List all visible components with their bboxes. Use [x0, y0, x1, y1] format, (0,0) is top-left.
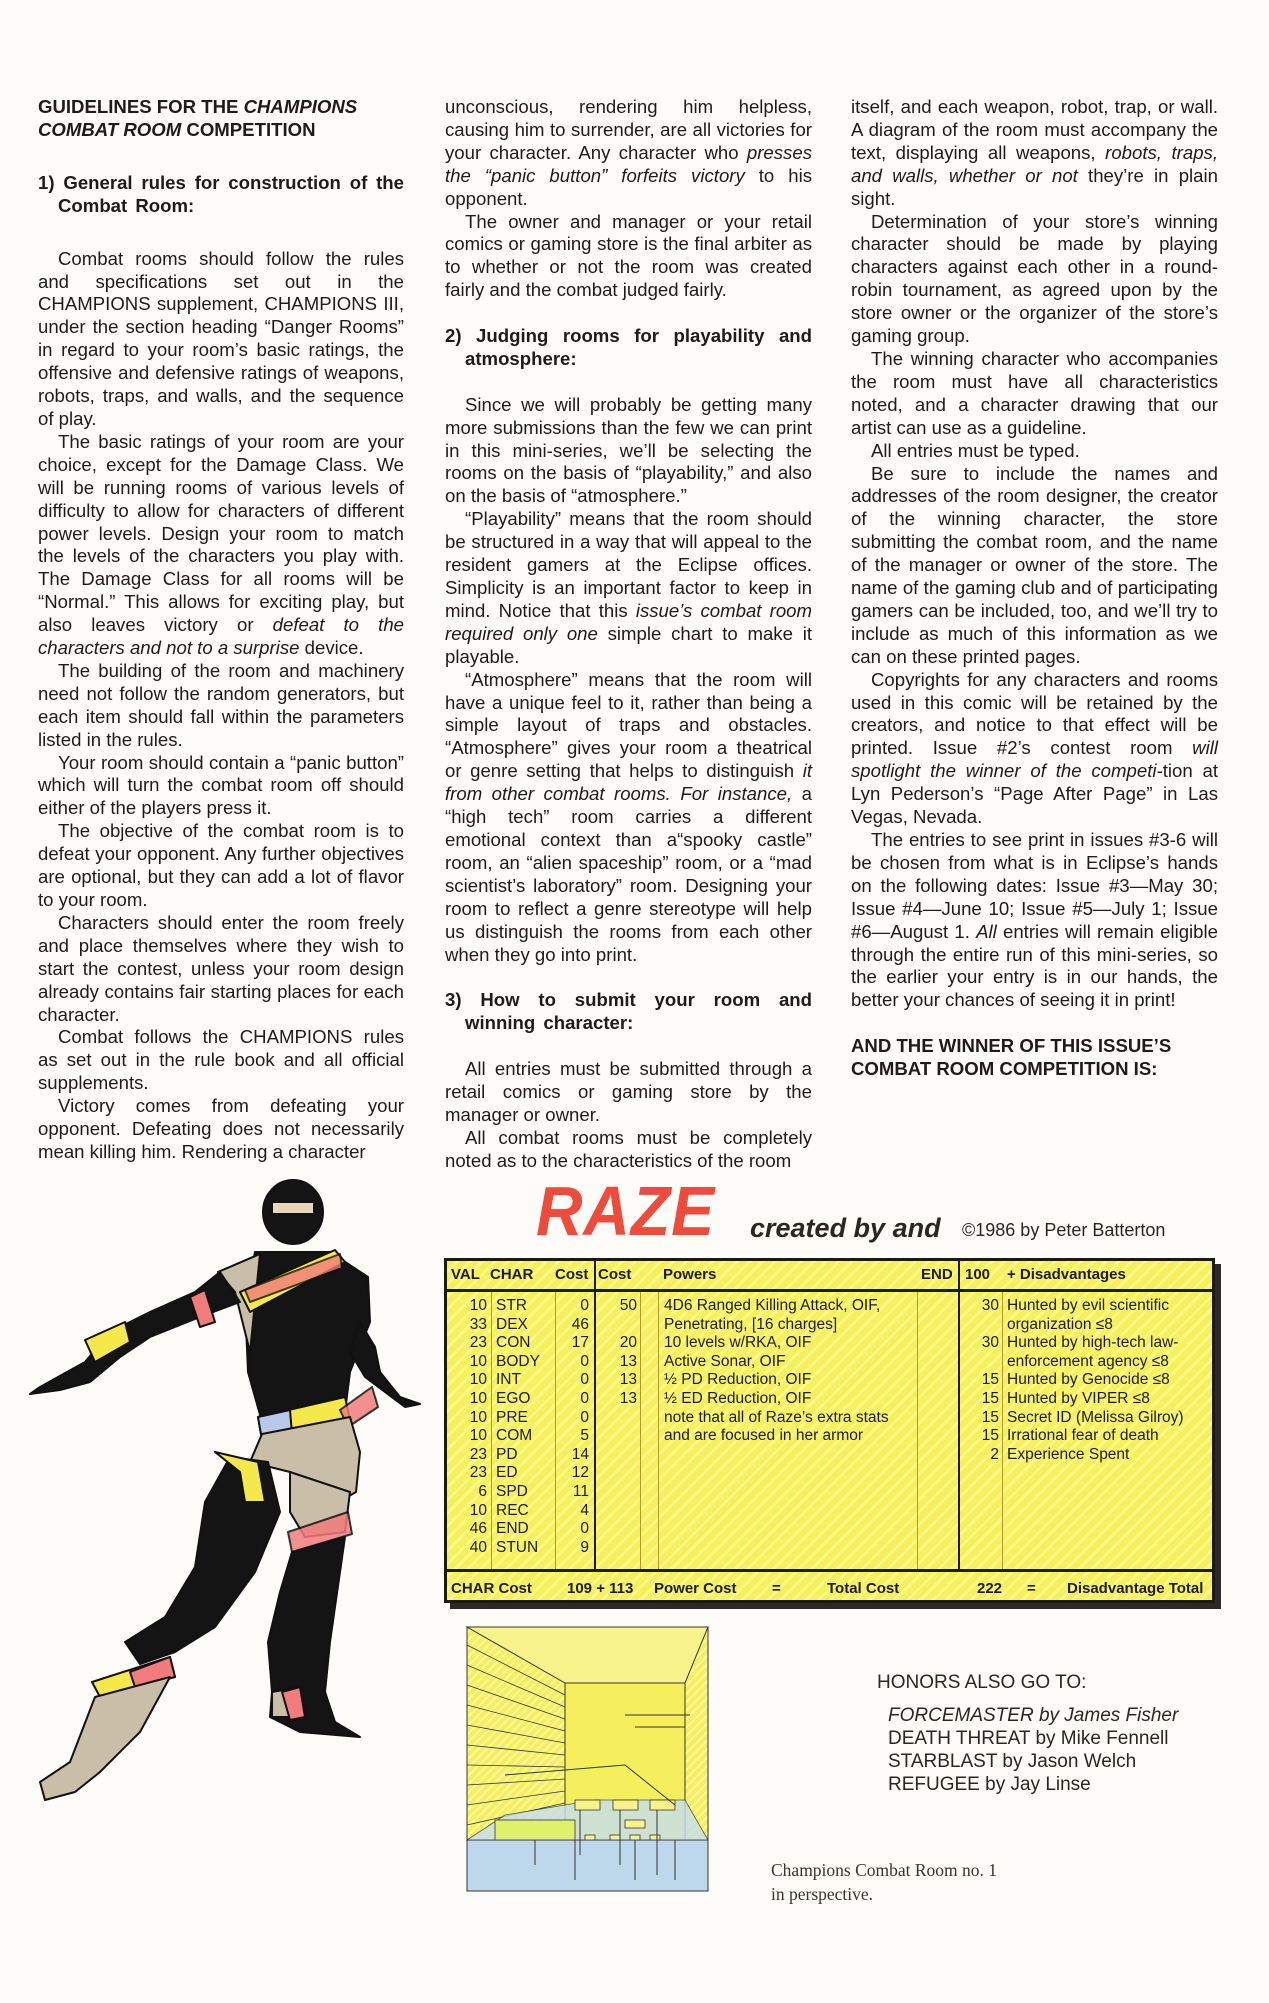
- disadvantage-points: [959, 1353, 999, 1372]
- honors-entry: STARBLAST by Jason Welch: [888, 1751, 1137, 1772]
- combat-room-diagram: [465, 1625, 710, 1893]
- paragraph: Determination of your store’s winning character should be made by playing characters against each other in a round-robin tournament, as agreed upon by the store owner or the organizer of the store’s gaming group.: [851, 210, 1218, 347]
- characteristic-name: COM: [496, 1427, 533, 1445]
- power-description: ½ PD Reduction, OIF: [664, 1371, 812, 1389]
- paragraph: unconscious, rendering him helpless, causing him to surrender, are all victories for your character. Any character who presses the “panic button” forfeits victory to his opponent.: [445, 96, 812, 209]
- paragraph: Be sure to include the names and addresses of the room designer, the creator of the winning character, the store submitting the combat room, and the name of the manager or owner of the store. The name of the gaming club and of participating gamers can be included, too, and we’ll try to include as much of this information as we can on these printed pages.: [851, 462, 1218, 667]
- disadvantage-description: Experience Spent: [1007, 1445, 1130, 1463]
- divider: [447, 1289, 1212, 1292]
- characteristic-cost: 0: [580, 1371, 589, 1389]
- characteristic-cost: 9: [580, 1538, 589, 1556]
- characteristic-name: SPD: [496, 1482, 528, 1500]
- characteristic-name: PD: [496, 1445, 518, 1463]
- paragraph: Since we will probably be getting many more submissions than the few we can print in this mini-series, we’ll be selecting the rooms on the basis of “playability,” and also on the basis of “atmosphere.”: [445, 393, 812, 507]
- characteristic-name: REC: [496, 1501, 529, 1519]
- disadvantage-description: Hunted by evil scientific: [1007, 1297, 1169, 1314]
- column-3: [851, 96, 1218, 1081]
- characteristic-value: 23: [469, 1445, 487, 1463]
- characteristic-cost: 4: [580, 1501, 589, 1519]
- paragraph: Combat follows the CHAMPIONS rules as set out in the rule book and all official supplements.: [38, 1026, 404, 1094]
- power-cost: [597, 1316, 637, 1335]
- characteristic-cost: 17: [571, 1334, 589, 1352]
- paragraph: “Playability” means that the room should be structured in a way that will appeal to the resident gamers at the Eclipse offices. Simplicity is an important factor to keep in mind. Notice that this issue’s combat room required only one simple chart to make it playable.: [445, 508, 812, 667]
- header-char: CHAR: [490, 1266, 534, 1283]
- char-cost-column: [555, 1297, 589, 1557]
- characteristic-value: 10: [469, 1352, 487, 1370]
- paragraph: The objective of the combat room is to defeat your opponent. Any further objectives are optional, but they can add a lot of flavor to your room.: [38, 820, 404, 910]
- characteristic-name: ED: [496, 1464, 518, 1482]
- characteristic-value: 23: [469, 1334, 487, 1352]
- paragraph: The basic ratings of your room are your choice, except for the Damage Class. We will be running rooms of various levels of difficulty to allow for characters of different power levels. Design your room to match the levels of the characters you play with. The Damage Class for all rooms will be “Normal.” This allows for exciting play, but also leaves victory or defeat to the characters and not to a surprise device.: [38, 430, 404, 659]
- winner-heading: AND THE WINNER OF THIS ISSUE’S COMBAT ROOM COMPETITION IS:: [851, 1035, 1172, 1080]
- column-1: [38, 96, 404, 1164]
- disadvantage-points: 2: [990, 1445, 999, 1463]
- power-description: 10 levels w/RKA, OIF: [664, 1334, 812, 1352]
- characteristic-cost: 0: [580, 1352, 589, 1370]
- character-stat-table: [444, 1258, 1215, 1603]
- characteristic-value: 10: [469, 1389, 487, 1407]
- header-cost: Cost: [555, 1266, 589, 1283]
- header-power-cost: Cost: [598, 1266, 632, 1283]
- characteristic-value: 33: [469, 1315, 487, 1333]
- power-description: Penetrating, [16 charges]: [664, 1315, 838, 1333]
- disadvantage-points: 30: [981, 1334, 999, 1352]
- paragraph: All entries must be typed.: [871, 439, 1080, 461]
- characteristic-cost: 11: [572, 1482, 589, 1500]
- characteristic-cost: 0: [580, 1408, 589, 1426]
- disadvantage-points-column: [959, 1297, 999, 1464]
- characteristic-value: 46: [469, 1520, 487, 1538]
- power-description: ½ ED Reduction, OIF: [664, 1389, 812, 1407]
- disadvantage-points: 15: [981, 1371, 999, 1389]
- characteristic-cost: 0: [580, 1389, 589, 1407]
- room-diagram-caption: Champions Combat Room no. 1 in perspective.: [771, 1860, 998, 1904]
- divider: [491, 1292, 492, 1569]
- characteristic-name: EGO: [496, 1389, 531, 1407]
- disadvantage-description: Hunted by high-tech law-: [1007, 1334, 1179, 1352]
- characteristic-name: DEX: [496, 1315, 528, 1333]
- honors-entry: REFUGEE by Jay Linse: [888, 1774, 1091, 1795]
- header-val: VAL: [451, 1266, 480, 1283]
- characteristic-name: CON: [496, 1334, 531, 1352]
- column-2: [445, 96, 812, 1173]
- disadvantage-points: 15: [981, 1408, 999, 1426]
- divider: [594, 1261, 596, 1569]
- disadvantages-column: [1007, 1297, 1212, 1464]
- divider: [447, 1569, 1212, 1572]
- characteristic-value: 10: [469, 1408, 487, 1426]
- paragraph: Characters should enter the room freely and place themselves where they wish to start the contest, unless your room design already contains fair starting places for each character.: [38, 911, 404, 1025]
- characteristic-name: END: [496, 1520, 529, 1538]
- power-description: note that all of Raze’s extra stats: [664, 1408, 889, 1426]
- characteristic-name: BODY: [496, 1352, 540, 1370]
- power-description: and are focused in her armor: [664, 1427, 864, 1445]
- character-name: RAZE: [536, 1172, 715, 1250]
- characteristic-name: INT: [496, 1371, 521, 1389]
- characteristic-value: 23: [469, 1464, 487, 1482]
- created-by-label: created by and: [750, 1213, 941, 1243]
- characteristic-value: 40: [469, 1538, 487, 1556]
- section-3-heading: 3) How to submit your room and winning character:: [445, 989, 812, 1034]
- disadvantage-description: Secret ID (Melissa Gilroy): [1007, 1408, 1184, 1426]
- paragraph: Copyrights for any characters and rooms used in this comic will be retained by the creators, and notice to that effect will be printed. Issue #2’s contest room will spotlight the winner of the competi-tion at Lyn Pederson’s “Page After Page” in Las Vegas, Nevada.: [851, 668, 1219, 828]
- power-description: 4D6 Ranged Killing Attack, OIF,: [664, 1297, 881, 1314]
- power-cost-label: Power Cost: [654, 1580, 737, 1597]
- characteristic-value: 10: [469, 1371, 487, 1389]
- paragraph: Combat rooms should follow the rules and specifications set out in the CHAMPIONS supplement, CHAMPIONS III, under the section heading “Danger Rooms” in regard to your room’s basic ratings, the offensive and defensive ratings of weapons, robots, traps, and walls, and the sequence of play.: [38, 247, 404, 429]
- disadvantage-points: [959, 1316, 999, 1335]
- characteristic-name: STR: [496, 1297, 527, 1314]
- disadvantage-points: 30: [981, 1297, 999, 1314]
- section-1-heading: 1) General rules for construction of the Combat Room:: [38, 171, 404, 216]
- equals-sign: =: [1027, 1580, 1036, 1597]
- power-cost: [597, 1427, 637, 1446]
- total-cost-label: Total Cost: [827, 1580, 900, 1597]
- power-cost: 13: [619, 1371, 637, 1389]
- power-cost: [597, 1409, 637, 1428]
- disadvantage-description: Hunted by Genocide ≤8: [1007, 1371, 1170, 1389]
- characteristic-name: PRE: [496, 1408, 528, 1426]
- copyright-notice: ©1986 by Peter Batterton: [962, 1220, 1166, 1240]
- paragraph: All entries must be submitted through a retail comics or gaming store by the manager or owner.: [445, 1058, 812, 1125]
- characteristic-value: 10: [469, 1297, 487, 1314]
- divider: [917, 1292, 918, 1569]
- characteristic-value: 10: [469, 1501, 487, 1519]
- raze-character-illustration: [0, 1172, 440, 1932]
- header-base-points: 100: [965, 1266, 991, 1283]
- paragraph: Your room should contain a “panic button” which will turn the combat room off should either of the players press it.: [38, 751, 404, 819]
- power-cost-column: [597, 1297, 637, 1446]
- characteristic-cost: 5: [580, 1427, 589, 1445]
- powers-column: [664, 1297, 914, 1446]
- power-cost: 50: [619, 1297, 637, 1314]
- header-end: END: [921, 1266, 953, 1283]
- characteristic-cost: 46: [571, 1315, 589, 1333]
- disadvantage-points: 15: [981, 1389, 999, 1407]
- paragraph: The entries to see print in issues #3-6 will be chosen from what is in Eclipse’s hands on the following dates: Issue #3—May 30; Issue #4—June 10; Issue #5—July 1; Issue #6—August 1. All entries will remain eligible through the entire run of this mini-series, so the earlier your entry is in our hands, the better your chances of seeing it in print!: [851, 829, 1218, 1011]
- val-column: [447, 1297, 487, 1557]
- disadvantage-total-label: Disadvantage Total: [1067, 1580, 1204, 1597]
- char-column: [496, 1297, 556, 1557]
- paragraph: The owner and manager or your retail comics or gaming store is the final arbiter as to whether or not the room was created fairly and the combat judged fairly.: [445, 210, 812, 301]
- characteristic-cost: 0: [580, 1520, 589, 1538]
- disadvantage-points: 15: [981, 1427, 999, 1445]
- divider: [640, 1292, 641, 1569]
- characteristic-cost: 14: [571, 1445, 589, 1463]
- char-cost-value: 109 + 113: [567, 1580, 634, 1597]
- characteristic-cost: 0: [580, 1297, 589, 1314]
- paragraph: “Atmosphere” means that the room will have a unique feel to it, rather than being a simple layout of traps and obstacles. “Atmosphere” gives your room a theatrical or genre setting that helps to distinguish it from other combat rooms. For instance, a “high tech” room carries a different emotional context than a“spooky castle” room, an “alien spaceship” room, or a “mad scientist’s laboratory” room. Designing your room to reflect a genre stereotype will help us distinguish the rooms from each other when they go into print.: [445, 668, 812, 965]
- disadvantage-description: enforcement agency ≤8: [1007, 1352, 1169, 1370]
- equals-sign: =: [772, 1580, 781, 1597]
- characteristic-value: 10: [469, 1427, 487, 1445]
- divider: [1002, 1292, 1003, 1569]
- power-cost: 20: [619, 1334, 637, 1352]
- disadvantage-description: Hunted by VIPER ≤8: [1007, 1389, 1150, 1407]
- header-powers: Powers: [663, 1266, 717, 1283]
- header-disadvantages: + Disadvantages: [1007, 1266, 1126, 1283]
- paragraph: Victory comes from defeating your opponent. Defeating does not necessarily mean killing him. Rendering a character: [38, 1095, 404, 1162]
- characteristic-name: STUN: [496, 1538, 539, 1556]
- divider: [658, 1292, 659, 1569]
- paragraph: itself, and each weapon, robot, trap, or wall. A diagram of the room must accompany the text, displaying all weapons, robots, traps, and walls, whether or not they’re in plain sight.: [851, 96, 1218, 209]
- power-cost: 13: [619, 1389, 637, 1407]
- honors-entry: FORCEMASTER by James Fisher: [888, 1705, 1179, 1726]
- total-cost-value: 222: [977, 1580, 1003, 1597]
- disadvantage-description: Irrational fear of death: [1007, 1427, 1159, 1445]
- power-description: Active Sonar, OIF: [664, 1352, 786, 1370]
- honors-list: [888, 1704, 1178, 1796]
- characteristic-cost: 12: [571, 1464, 589, 1482]
- guidelines-title: GUIDELINES FOR THE CHAMPIONS COMBAT ROOM COMPETITION: [38, 96, 358, 140]
- disadvantage-description: organization ≤8: [1007, 1315, 1113, 1333]
- power-cost: 13: [619, 1352, 637, 1370]
- honors-title: HONORS ALSO GO TO:: [877, 1672, 1087, 1693]
- paragraph: All combat rooms must be completely noted as to the characteristics of the room: [445, 1126, 812, 1171]
- paragraph: The winning character who accompanies the room must have all characteristics noted, and a character drawing that our artist can use as a guideline.: [851, 347, 1218, 438]
- characteristic-value: 6: [478, 1482, 487, 1500]
- char-cost-label: CHAR Cost: [451, 1580, 532, 1597]
- honors-entry: DEATH THREAT by Mike Fennell: [888, 1728, 1169, 1749]
- section-2-heading: 2) Judging rooms for playability and atmosphere:: [445, 325, 812, 369]
- paragraph: The building of the room and machinery need not follow the random generators, but each item should fall within the parameters listed in the rules.: [38, 659, 404, 750]
